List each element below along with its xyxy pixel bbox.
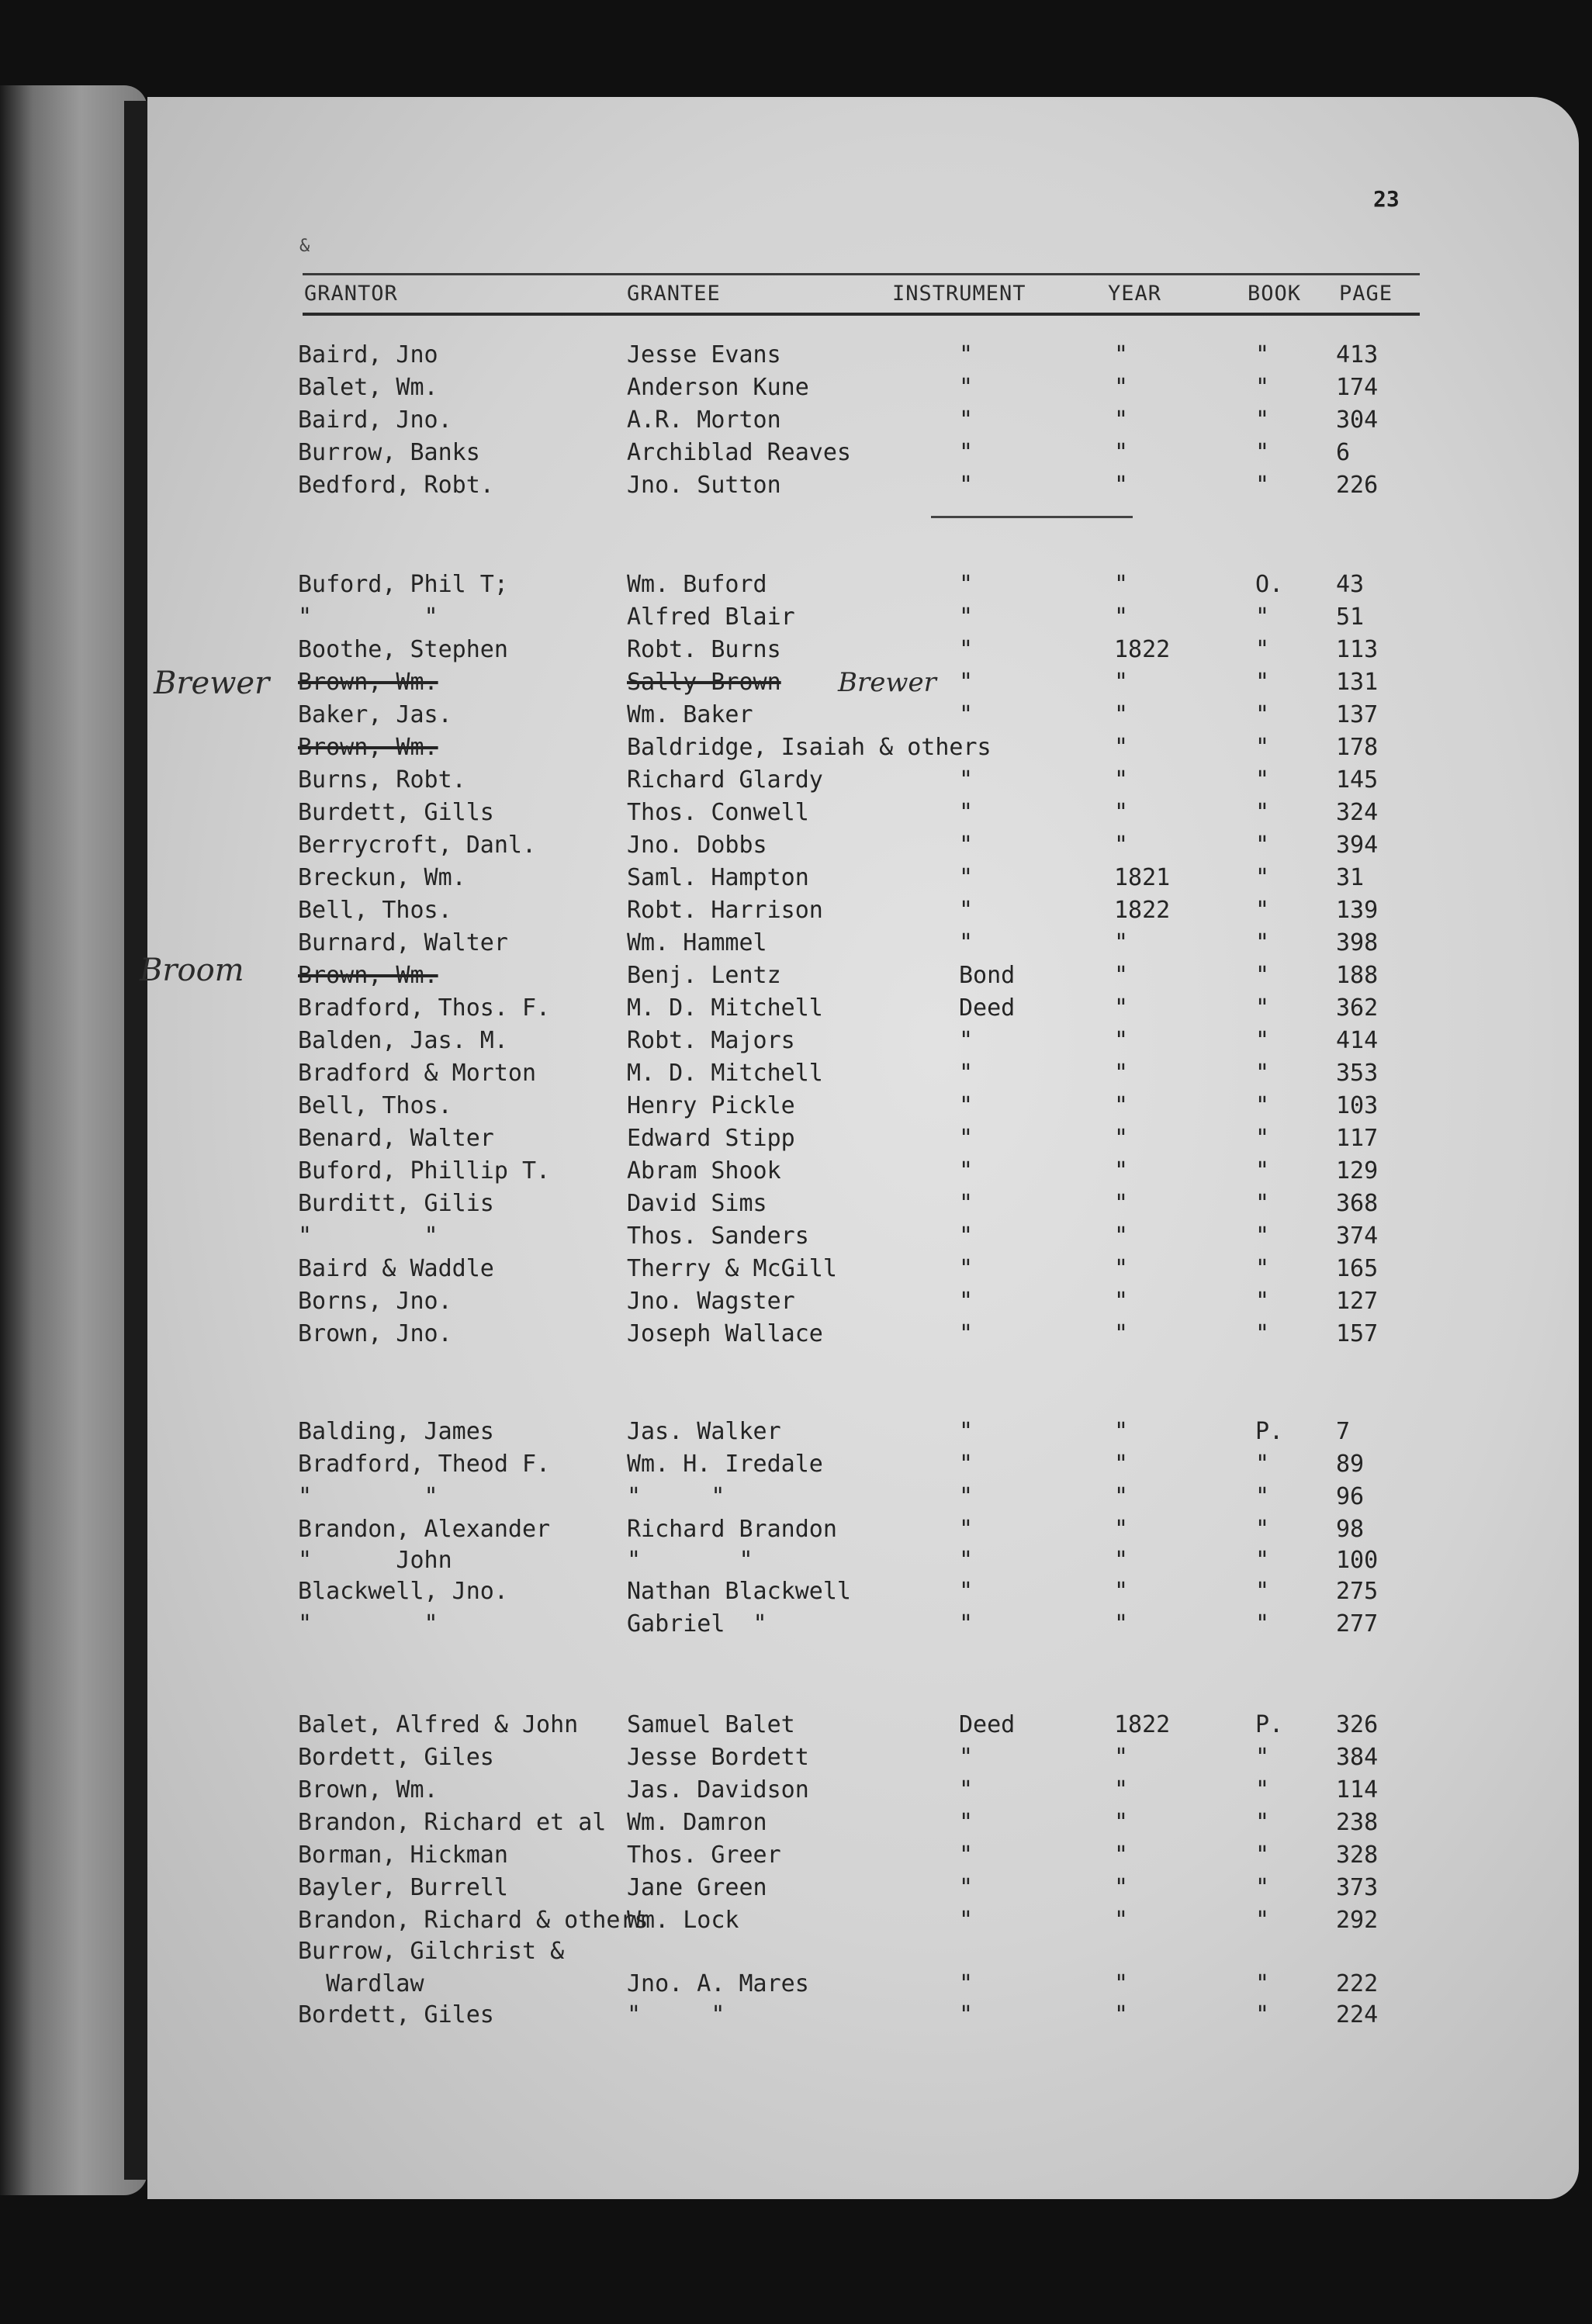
cell-grantor: Borman, Hickman — [298, 1842, 508, 1869]
cell-year: " — [1114, 1223, 1129, 1250]
cell-instrument: Deed — [959, 1711, 1016, 1738]
cell-instrument: " — [959, 1451, 974, 1478]
cell-year: " — [1114, 1547, 1129, 1574]
cell-grantee: M. D. Mitchell — [627, 994, 823, 1022]
header-mark: & — [299, 237, 310, 256]
cell-year: " — [1114, 1483, 1129, 1510]
cell-year: " — [1114, 1190, 1129, 1217]
cell-instrument: " — [959, 1809, 974, 1836]
cell-grantor: Boothe, Stephen — [298, 636, 508, 663]
cell-book: " — [1255, 799, 1270, 826]
cell-instrument: " — [959, 1190, 974, 1217]
cell-year: " — [1114, 1776, 1129, 1804]
cell-grantor: Bell, Thos. — [298, 897, 452, 924]
cell-book: " — [1255, 472, 1270, 499]
cell-instrument: " — [959, 603, 974, 631]
cell-book: " — [1255, 1157, 1270, 1184]
cell-grantor: Baird, Jno. — [298, 406, 452, 434]
cell-book: " — [1255, 636, 1270, 663]
cell-book: O. — [1255, 571, 1284, 598]
marginal-note-brewer: Brewer — [154, 666, 270, 701]
cell-page: 31 — [1336, 864, 1365, 891]
cell-grantee: Jas. Walker — [627, 1418, 781, 1445]
cell-book: " — [1255, 1125, 1270, 1152]
cell-grantor: Brandon, Richard et al — [298, 1809, 607, 1836]
page-number: 23 — [1373, 186, 1400, 212]
cell-page: 224 — [1336, 2001, 1379, 2028]
cell-page: 131 — [1336, 669, 1379, 696]
cell-grantee: Wm. Buford — [627, 571, 767, 598]
cell-page: 277 — [1336, 1610, 1379, 1638]
cell-book: " — [1255, 1060, 1270, 1087]
cell-year: " — [1114, 799, 1129, 826]
cell-grantor: Burns, Robt. — [298, 766, 466, 794]
cell-grantee: Jno. Dobbs — [627, 832, 767, 859]
cell-year: " — [1114, 1451, 1129, 1478]
header-book: BOOK — [1248, 282, 1302, 306]
cell-book: " — [1255, 1874, 1270, 1901]
cell-year: " — [1114, 1516, 1129, 1543]
cell-instrument: " — [959, 1578, 974, 1605]
cell-page: 100 — [1336, 1547, 1379, 1574]
cell-year: " — [1114, 1157, 1129, 1184]
cell-instrument: " — [959, 1907, 974, 1934]
cell-year: 1822 — [1114, 1711, 1171, 1738]
header-page: PAGE — [1339, 282, 1393, 306]
cell-page: 373 — [1336, 1874, 1379, 1901]
cell-grantee: Wm. Baker — [627, 701, 753, 728]
cell-instrument: " — [959, 669, 974, 696]
cell-year: " — [1114, 1125, 1129, 1152]
cell-instrument: " — [959, 2001, 974, 2028]
cell-page: 145 — [1336, 766, 1379, 794]
cell-instrument: " — [959, 1157, 974, 1184]
cell-year: " — [1114, 472, 1129, 499]
cell-book: " — [1255, 1547, 1270, 1574]
cell-instrument: " — [959, 1027, 974, 1054]
cell-grantor: Buford, Phillip T. — [298, 1157, 551, 1184]
cell-book: " — [1255, 994, 1270, 1022]
cell-grantor: " " — [298, 603, 438, 631]
header-instrument: INSTRUMENT — [892, 282, 1026, 306]
cell-year: " — [1114, 603, 1129, 631]
cell-page: 157 — [1336, 1320, 1379, 1347]
cell-grantee: Jno. Sutton — [627, 472, 781, 499]
cell-page: 7 — [1336, 1418, 1351, 1445]
cell-grantee: Benj. Lentz — [627, 962, 781, 989]
cell-instrument: " — [959, 1223, 974, 1250]
cell-instrument: " — [959, 1776, 974, 1804]
cell-book: " — [1255, 1809, 1270, 1836]
cell-grantor: Baker, Jas. — [298, 701, 452, 728]
cell-book: " — [1255, 1027, 1270, 1054]
cell-book: " — [1255, 1776, 1270, 1804]
cell-page: 127 — [1336, 1288, 1379, 1315]
cell-grantor: Bedford, Robt. — [298, 472, 494, 499]
cell-year: " — [1114, 832, 1129, 859]
cell-grantee: Thos. Conwell — [627, 799, 809, 826]
cell-book: " — [1255, 1255, 1270, 1282]
cell-instrument: " — [959, 864, 974, 891]
cell-book: " — [1255, 341, 1270, 368]
cell-instrument: " — [959, 1320, 974, 1347]
cell-grantee: Jas. Davidson — [627, 1776, 809, 1804]
cell-grantee: Therry & McGill — [627, 1255, 837, 1282]
cell-grantor: Brown, Wm. — [298, 1776, 438, 1804]
cell-book: " — [1255, 962, 1270, 989]
cell-page: 178 — [1336, 734, 1379, 761]
cell-instrument: " — [959, 1970, 974, 1997]
cell-book: " — [1255, 832, 1270, 859]
cell-page: 114 — [1336, 1776, 1379, 1804]
header-grantor: GRANTOR — [304, 282, 398, 306]
cell-book: " — [1255, 734, 1270, 761]
cell-grantor: " " — [298, 1483, 438, 1510]
cell-instrument: " — [959, 1547, 974, 1574]
cell-instrument: " — [959, 1842, 974, 1869]
cell-grantee: Henry Pickle — [627, 1092, 795, 1119]
cell-year: " — [1114, 439, 1129, 466]
cell-grantor: Burnard, Walter — [298, 929, 508, 956]
cell-grantee: Wm. Hammel — [627, 929, 767, 956]
cell-grantor: Balden, Jas. M. — [298, 1027, 508, 1054]
cell-year: " — [1114, 2001, 1129, 2028]
cell-instrument: " — [959, 1418, 974, 1445]
cell-grantee: Robt. Majors — [627, 1027, 795, 1054]
cell-grantee: " " — [627, 1483, 725, 1510]
cell-book: " — [1255, 1320, 1270, 1347]
cell-grantor: Bayler, Burrell — [298, 1874, 508, 1901]
cell-page: 129 — [1336, 1157, 1379, 1184]
cell-book: " — [1255, 2001, 1270, 2028]
cell-book: " — [1255, 1516, 1270, 1543]
cell-year: " — [1114, 406, 1129, 434]
cell-year: " — [1114, 766, 1129, 794]
cell-page: 188 — [1336, 962, 1379, 989]
cell-grantee: Robt. Harrison — [627, 897, 823, 924]
cell-page: 353 — [1336, 1060, 1379, 1087]
cell-page: 394 — [1336, 832, 1379, 859]
cell-grantor: Buford, Phil T; — [298, 571, 508, 598]
cell-book: " — [1255, 1288, 1270, 1315]
cell-grantor: Benard, Walter — [298, 1125, 494, 1152]
cell-grantee: Gabriel " — [627, 1610, 767, 1638]
cell-book: " — [1255, 1483, 1270, 1510]
cell-grantee: Alfred Blair — [627, 603, 795, 631]
interlined-note-brewer: Brewer — [838, 667, 936, 698]
cell-grantor: Bordett, Giles — [298, 1744, 494, 1771]
cell-grantor: Burrow, Gilchrist & — [298, 1938, 565, 1965]
cell-year: " — [1114, 374, 1129, 401]
cell-instrument: " — [959, 1874, 974, 1901]
cell-year: 1822 — [1114, 636, 1171, 663]
cell-page: 414 — [1336, 1027, 1379, 1054]
cell-instrument: " — [959, 832, 974, 859]
cell-grantee: Saml. Hampton — [627, 864, 809, 891]
cell-instrument: " — [959, 766, 974, 794]
cell-grantee: A.R. Morton — [627, 406, 781, 434]
cell-page: 117 — [1336, 1125, 1379, 1152]
cell-grantee: " " — [627, 2001, 725, 2028]
cell-grantor: Bradford & Morton — [298, 1060, 537, 1087]
cell-grantee: Anderson Kune — [627, 374, 809, 401]
cell-grantee: Jane Green — [627, 1874, 767, 1901]
cell-grantor: Brown, Wm. — [298, 734, 438, 761]
cell-instrument: " — [959, 406, 974, 434]
cell-instrument: " — [959, 1483, 974, 1510]
cell-instrument: Deed — [959, 994, 1016, 1022]
cell-book: " — [1255, 374, 1270, 401]
cell-year: " — [1114, 1060, 1129, 1087]
cell-page: 174 — [1336, 374, 1379, 401]
cell-book: " — [1255, 1578, 1270, 1605]
cell-grantee: Abram Shook — [627, 1157, 781, 1184]
cell-book: P. — [1255, 1418, 1284, 1445]
cell-page: 226 — [1336, 472, 1379, 499]
cell-instrument: " — [959, 1060, 974, 1087]
cell-instrument: " — [959, 636, 974, 663]
cell-grantee: David Sims — [627, 1190, 767, 1217]
cell-grantee: Wm. H. Iredale — [627, 1451, 823, 1478]
cell-year: " — [1114, 1874, 1129, 1901]
cell-year: " — [1114, 1255, 1129, 1282]
cell-book: " — [1255, 669, 1270, 696]
cell-book: " — [1255, 929, 1270, 956]
cell-year: " — [1114, 669, 1129, 696]
cell-book: " — [1255, 603, 1270, 631]
cell-grantee: Wm. Lock — [627, 1907, 739, 1934]
cell-grantor: " " — [298, 1223, 438, 1250]
cell-page: 137 — [1336, 701, 1379, 728]
cell-year: " — [1114, 1578, 1129, 1605]
cell-grantor: Brown, Jno. — [298, 1320, 452, 1347]
cell-grantee: Richard Glardy — [627, 766, 823, 794]
cell-page: 374 — [1336, 1223, 1379, 1250]
cell-grantee: Jesse Bordett — [627, 1744, 809, 1771]
cell-grantor: " " — [298, 1610, 438, 1638]
cell-page: 328 — [1336, 1842, 1379, 1869]
cell-page: 413 — [1336, 341, 1379, 368]
cell-year: " — [1114, 1842, 1129, 1869]
cell-book: " — [1255, 1842, 1270, 1869]
cell-grantor: Bradford, Thos. F. — [298, 994, 551, 1022]
cell-instrument: " — [959, 341, 974, 368]
cell-page: 222 — [1336, 1970, 1379, 1997]
cell-page: 98 — [1336, 1516, 1365, 1543]
cell-grantee: Edward Stipp — [627, 1125, 795, 1152]
cell-grantee: Jno. Wagster — [627, 1288, 795, 1315]
cell-grantor: Bradford, Theod F. — [298, 1451, 551, 1478]
group-separator-line — [931, 516, 1133, 518]
cell-year: " — [1114, 1320, 1129, 1347]
cell-book: " — [1255, 1190, 1270, 1217]
cell-page: 165 — [1336, 1255, 1379, 1282]
cell-grantor: Bell, Thos. — [298, 1092, 452, 1119]
cell-instrument: " — [959, 1610, 974, 1638]
cell-instrument: " — [959, 701, 974, 728]
cell-grantor: Baird & Waddle — [298, 1255, 494, 1282]
header-year: YEAR — [1108, 282, 1162, 306]
cell-grantor: Borns, Jno. — [298, 1288, 452, 1315]
cell-grantee: M. D. Mitchell — [627, 1060, 823, 1087]
cell-book: " — [1255, 1907, 1270, 1934]
cell-grantor: Balet, Wm. — [298, 374, 438, 401]
cell-instrument: " — [959, 1288, 974, 1315]
cell-grantee: Thos. Sanders — [627, 1223, 809, 1250]
cell-grantor: Brown, Wm. — [298, 962, 438, 989]
marginal-note-broom: Broom — [140, 953, 244, 988]
cell-book: " — [1255, 406, 1270, 434]
cell-book: " — [1255, 1451, 1270, 1478]
cell-year: " — [1114, 701, 1129, 728]
cell-book: " — [1255, 897, 1270, 924]
cell-year: " — [1114, 994, 1129, 1022]
cell-page: 304 — [1336, 406, 1379, 434]
cell-book: " — [1255, 1223, 1270, 1250]
cell-instrument: " — [959, 374, 974, 401]
cell-book: " — [1255, 439, 1270, 466]
cell-grantee: Joseph Wallace — [627, 1320, 823, 1347]
cell-book: P. — [1255, 1711, 1284, 1738]
cell-grantor: Blackwell, Jno. — [298, 1578, 508, 1605]
cell-instrument: " — [959, 799, 974, 826]
cell-grantee: Richard Brandon — [627, 1516, 837, 1543]
cell-year: " — [1114, 1970, 1129, 1997]
cell-grantor: Balding, James — [298, 1418, 494, 1445]
cell-year: " — [1114, 1418, 1129, 1445]
cell-page: 326 — [1336, 1711, 1379, 1738]
cell-instrument: " — [959, 1092, 974, 1119]
cell-grantee: Robt. Burns — [627, 636, 781, 663]
cell-page: 238 — [1336, 1809, 1379, 1836]
cell-grantor: Balet, Alfred & John — [298, 1711, 579, 1738]
cell-grantee: Thos. Greer — [627, 1842, 781, 1869]
cell-page: 113 — [1336, 636, 1379, 663]
cell-grantor: Brandon, Richard & others — [298, 1907, 649, 1934]
cell-book: " — [1255, 701, 1270, 728]
cell-grantee: Archiblad Reaves — [627, 439, 851, 466]
cell-grantee: Jno. A. Mares — [627, 1970, 809, 1997]
cell-page: 362 — [1336, 994, 1379, 1022]
cell-grantee: Jesse Evans — [627, 341, 781, 368]
cell-grantee: Sally Brown — [627, 669, 781, 696]
cell-grantor: Wardlaw — [298, 1970, 424, 1997]
cell-year: " — [1114, 571, 1129, 598]
cell-book: " — [1255, 1610, 1270, 1638]
cell-year: " — [1114, 734, 1129, 761]
cell-year: " — [1114, 929, 1129, 956]
cell-page: 384 — [1336, 1744, 1379, 1771]
cell-grantor: Brandon, Alexander — [298, 1516, 551, 1543]
cell-book: " — [1255, 1092, 1270, 1119]
cell-instrument: " — [959, 1255, 974, 1282]
header-grantee: GRANTEE — [627, 282, 721, 306]
cell-grantor: Burrow, Banks — [298, 439, 480, 466]
cell-grantor: Berrycroft, Danl. — [298, 832, 537, 859]
cell-instrument: " — [959, 1516, 974, 1543]
cell-instrument: " — [959, 439, 974, 466]
cell-year: " — [1114, 1092, 1129, 1119]
cell-instrument: " — [959, 1125, 974, 1152]
cell-grantor: Brown, Wm. — [298, 669, 438, 696]
cell-grantee: Nathan Blackwell — [627, 1578, 851, 1605]
cell-page: 324 — [1336, 799, 1379, 826]
cell-grantee: Baldridge, Isaiah & others — [627, 734, 992, 761]
cell-page: 368 — [1336, 1190, 1379, 1217]
cell-instrument: " — [959, 897, 974, 924]
cell-grantee: Samuel Balet — [627, 1711, 795, 1738]
cell-grantor: Baird, Jno — [298, 341, 438, 368]
cell-grantee: " " — [627, 1547, 753, 1574]
cell-grantor: Bordett, Giles — [298, 2001, 494, 2028]
column-header — [303, 275, 1420, 316]
cell-page: 103 — [1336, 1092, 1379, 1119]
cell-year: 1821 — [1114, 864, 1171, 891]
cell-year: " — [1114, 962, 1129, 989]
cell-instrument: " — [959, 1744, 974, 1771]
cell-book: " — [1255, 766, 1270, 794]
cell-grantor: " John — [298, 1547, 452, 1574]
cell-year: " — [1114, 1288, 1129, 1315]
cell-grantor: Burdett, Gills — [298, 799, 494, 826]
cell-book: " — [1255, 1744, 1270, 1771]
cell-year: 1822 — [1114, 897, 1171, 924]
cell-grantor: Burditt, Gilis — [298, 1190, 494, 1217]
cell-year: " — [1114, 1027, 1129, 1054]
cell-grantor: Breckun, Wm. — [298, 864, 466, 891]
cell-page: 51 — [1336, 603, 1365, 631]
cell-page: 398 — [1336, 929, 1379, 956]
cell-instrument: " — [959, 472, 974, 499]
cell-year: " — [1114, 1809, 1129, 1836]
cell-page: 275 — [1336, 1578, 1379, 1605]
cell-page: 89 — [1336, 1451, 1365, 1478]
cell-page: 43 — [1336, 571, 1365, 598]
cell-page: 6 — [1336, 439, 1351, 466]
cell-instrument: Bond — [959, 962, 1016, 989]
cell-page: 96 — [1336, 1483, 1365, 1510]
cell-year: " — [1114, 1610, 1129, 1638]
cell-instrument: " — [959, 571, 974, 598]
cell-year: " — [1114, 1744, 1129, 1771]
cell-book: " — [1255, 1970, 1270, 1997]
cell-page: 139 — [1336, 897, 1379, 924]
cell-grantee: Wm. Damron — [627, 1809, 767, 1836]
cell-year: " — [1114, 341, 1129, 368]
cell-page: 292 — [1336, 1907, 1379, 1934]
cell-year: " — [1114, 1907, 1129, 1934]
cell-instrument: " — [959, 929, 974, 956]
cell-book: " — [1255, 864, 1270, 891]
